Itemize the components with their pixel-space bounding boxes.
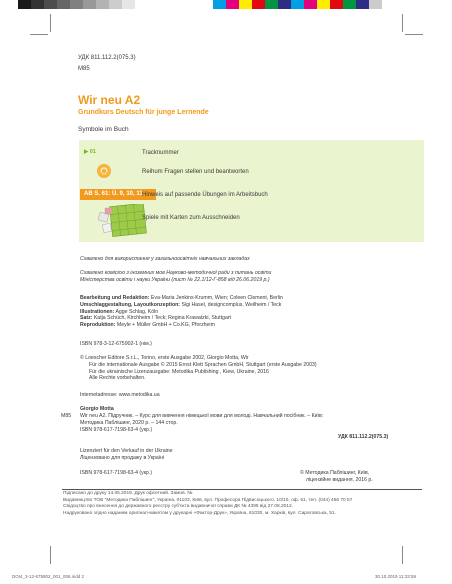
- imprint-block: [63, 491, 423, 517]
- color-swatch: [83, 0, 96, 9]
- approval-line-2: Схвалено комісією з іноземних мов Науково-методичної ради з питань освіти: [80, 270, 272, 276]
- udk-code: УДК 811.112.2(075.3): [78, 55, 136, 61]
- color-swatch: [70, 0, 83, 9]
- imprint-line-2: Видавництво ТОВ "Методика Паблішинг", Україна, 01103, Київ, вул. Професора Підвисоцького, 10/10, оф. 61, тел. (044) 456 70 57: [63, 497, 353, 503]
- copyright-line-2: Für die internationale Ausgabe © 2015 Ernst Klett Sprachen GmbH, Stuttgart (erste Ausgabe 2003): [89, 361, 317, 368]
- color-swatch: [317, 0, 330, 9]
- credit-line-5: [80, 322, 420, 329]
- color-swatch: [31, 0, 44, 9]
- color-swatch: [343, 0, 356, 9]
- color-swatch: [278, 0, 291, 9]
- biblio-m85: М85: [61, 413, 72, 419]
- biblio-line-2: Методика Паблішинг, 2020 р. – 144 стор.: [80, 419, 178, 426]
- color-swatch: [252, 0, 265, 9]
- copyright-line-3: Für die ukrainische Lizenzausgabe: Metodika Publishing , Kiew, Ukraine, 2016: [89, 368, 269, 375]
- color-swatch: [44, 0, 57, 9]
- color-swatch: [161, 0, 174, 9]
- round-icon: [97, 164, 111, 178]
- color-swatch: [213, 0, 226, 9]
- approval-line-3: Міністерства освіти і науки України (лист № 22.1/12-Г-858 від 26.06.2019 р.): [80, 277, 270, 283]
- credit-line-1: [80, 295, 420, 302]
- crop-mark-bottom-right: [402, 546, 403, 564]
- color-swatch: [57, 0, 70, 9]
- credit-text: Agge Schlag, Köln: [114, 308, 159, 315]
- color-swatch: [96, 0, 109, 9]
- credit-text: Sigi Hasel, designcomplus, Weilheim / Teck: [180, 301, 282, 308]
- credit-label: Illustrationen:: [80, 308, 115, 315]
- credit-line-3: [80, 309, 420, 316]
- slug-timestamp: 30.10.2019 11:33:59: [375, 574, 416, 579]
- color-swatch: [265, 0, 278, 9]
- internet-address: Internetadresse: www.metodika.ua: [80, 392, 160, 398]
- round-label: Reihum Fragen stellen und beantworten: [142, 169, 249, 175]
- color-swatch: [239, 0, 252, 9]
- credit-label: Umschlaggestaltung, Layoutkonzeption:: [80, 301, 181, 308]
- license-line-1: Lizenziert für den Verkauf in der Ukraine: [80, 448, 173, 454]
- crop-mark-top-right: [402, 14, 403, 32]
- book-title: Wir neu A2: [78, 93, 141, 107]
- publisher-line-1: © Методика Паблішинг, Київ,: [300, 470, 370, 476]
- color-swatch: [18, 0, 31, 9]
- color-swatch: [330, 0, 343, 9]
- book-subtitle: Grundkurs Deutsch für junge Lernende: [78, 109, 209, 116]
- author-name: Giorgio Motta: [80, 406, 114, 412]
- track-icon: ▶ 01: [84, 149, 96, 155]
- credit-text: Meyle + Müller GmbH + Co.KG, Pforzheim: [115, 322, 215, 329]
- color-swatch: [291, 0, 304, 9]
- cards-label: Spiele mit Karten zum Ausschneiden: [142, 215, 240, 221]
- imprint-line-3: Свідоцтво про внесення до державного реєстру суб'єкта видавничої справи ДК № 4395 від 27.08.2012.: [63, 504, 293, 510]
- track-label: Tracknummer: [142, 150, 179, 156]
- symbols-heading: Symbole im Buch: [78, 126, 129, 133]
- imprint-divider: [62, 489, 422, 490]
- isbn-ukrainian: ISBN 978-617-7198-63-4 (укр.): [80, 470, 153, 476]
- color-swatch: [226, 0, 239, 9]
- playing-cards-icon: [97, 204, 147, 242]
- credit-label: Reproduktion:: [80, 322, 116, 329]
- workbook-label: Hinweis auf passende Übungen im Arbeitsbuch: [142, 192, 268, 198]
- slug-filename: DOI4_3-12-675902_001_006.indd 2: [12, 574, 85, 579]
- biblio-block: [80, 413, 420, 433]
- color-swatch: [122, 0, 135, 9]
- credit-label: Bearbeitung und Redaktion:: [80, 295, 150, 301]
- copyright-line-1: © Loescher Editore S.r.L., Torino, erste Ausgabe 2002, Giorgio Motta, Wir: [80, 355, 249, 361]
- imprint-line-1: Підписано до друку 14.05.2019. Друк офсетний. Замов. №: [63, 491, 193, 496]
- biblio-line-1: Wir neu A2. Підручник. – Курс для вивчення німецької мови для молоді. Навчальний посібник. – Київ:: [80, 413, 324, 419]
- print-color-bar: [18, 0, 382, 9]
- crop-mark-top-left: [50, 14, 51, 32]
- color-swatch: [135, 0, 148, 9]
- color-swatch: [200, 0, 213, 9]
- color-swatch: [109, 0, 122, 9]
- license-line-2: Ліцензовано для продажу в Україні: [80, 454, 165, 461]
- arrows-circle-icon: [99, 166, 109, 176]
- color-swatch: [187, 0, 200, 9]
- m85-code: М85: [78, 66, 90, 72]
- credit-label: Satz:: [80, 315, 93, 322]
- color-swatch: [304, 0, 317, 9]
- credit-text: Eva-Maria Jenkins-Krumm, Wien; Coleen Clement, Berlin: [149, 295, 283, 301]
- credit-text: Katja Schüch, Kirchheim / Teck; Regina Krawatzki, Stuttgart: [92, 315, 231, 322]
- credit-line-2: [80, 302, 420, 309]
- copyright-line-4: Alle Rechte vorbehalten.: [89, 375, 146, 382]
- isbn-german: ISBN 978-3-12-675902-1 (нім.): [80, 341, 152, 347]
- crop-mark-bottom-left: [50, 546, 51, 564]
- publisher-line-2: ліцензійне видання, 2016 р.: [306, 476, 373, 483]
- credits-block: [80, 295, 420, 329]
- color-swatch: [369, 0, 382, 9]
- imprint-line-4: Надруковано згідно наданим оригінал-макетом у друкарні «Фактор-Друк», Україна, 61030, м. Харків, вул. Саратовська, 51.: [63, 510, 336, 516]
- copyright-block: [80, 355, 420, 382]
- crop-mark-top-right-h: [405, 34, 423, 35]
- biblio-udk: УДК 811.112.2(075.3): [338, 434, 389, 440]
- color-swatch: [356, 0, 369, 9]
- color-swatch: [174, 0, 187, 9]
- publisher-right: [300, 470, 373, 484]
- color-swatch: [148, 0, 161, 9]
- approval-line-1: Схвалено для використання у загальноосвітніх навчальних закладах: [80, 256, 250, 262]
- credit-line-4: [80, 315, 420, 322]
- workbook-tag: AB S. 61: Ü. 9, 10, 11: [80, 189, 156, 200]
- license-block: [80, 448, 173, 462]
- crop-mark-top-left-h: [30, 34, 48, 35]
- biblio-line-3: ISBN 978-617-7198-63-4 (укр.): [80, 426, 153, 433]
